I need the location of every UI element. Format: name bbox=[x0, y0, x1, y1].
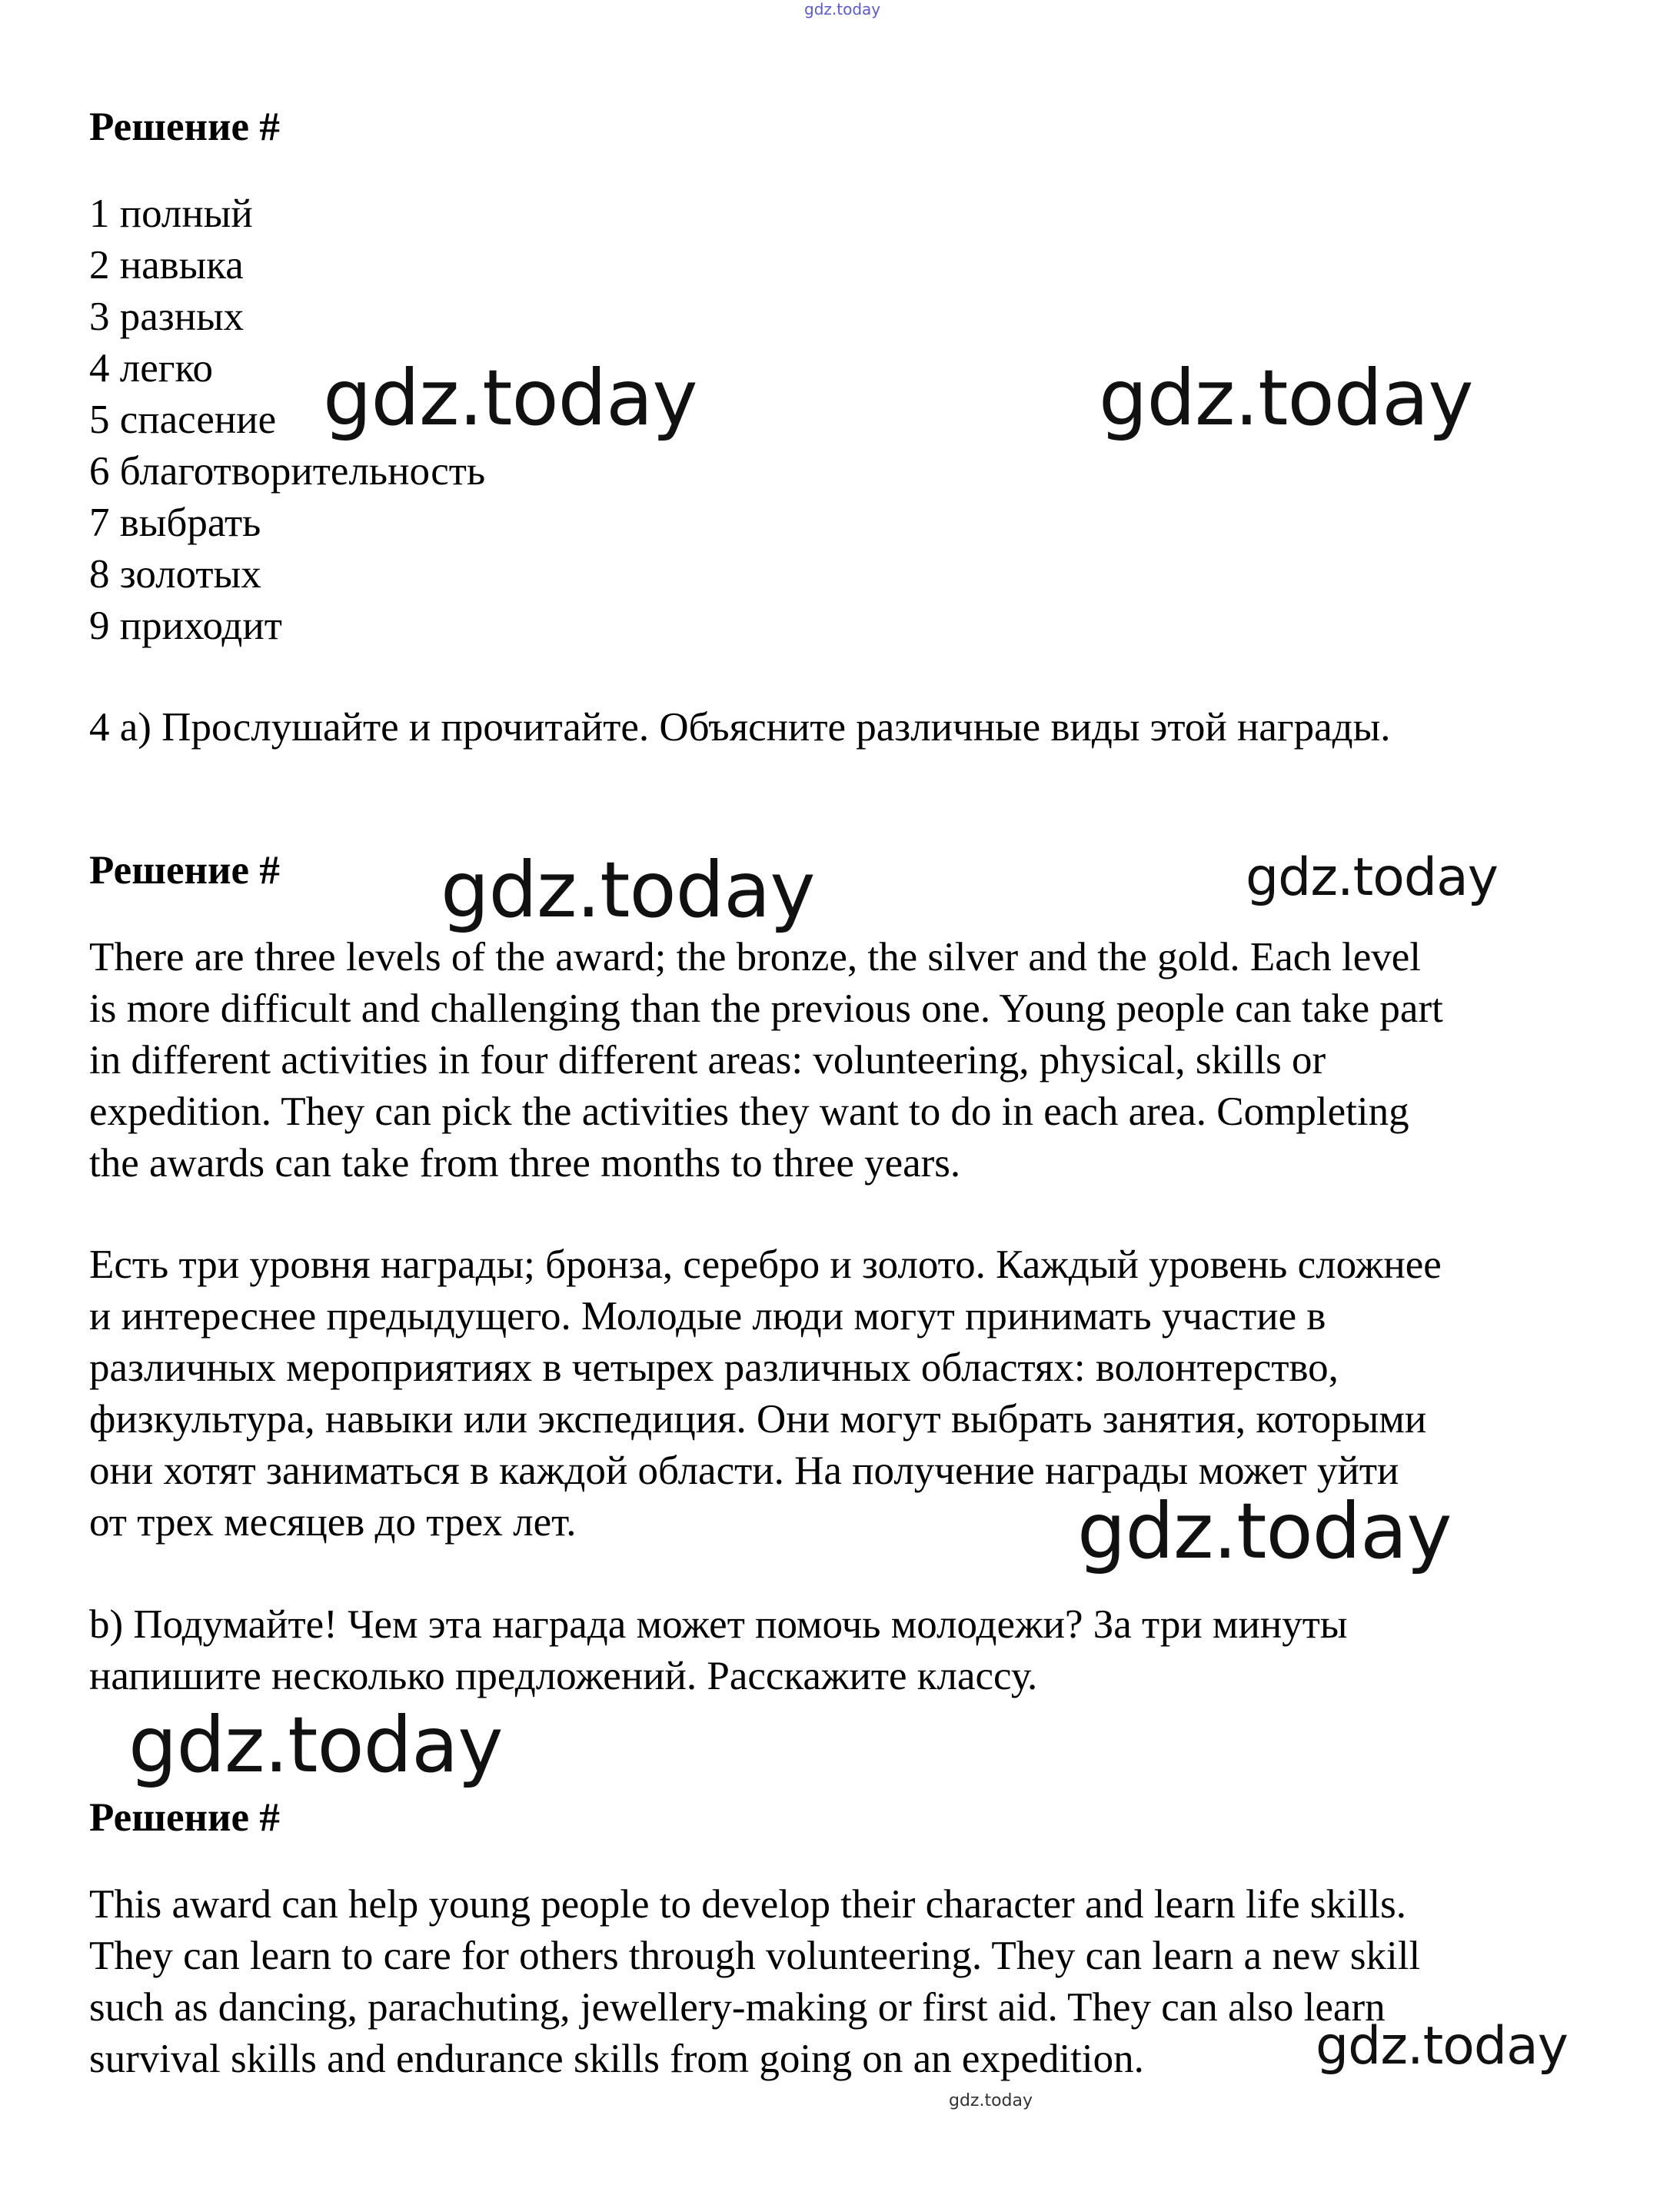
solution-heading-3: Решение # bbox=[89, 1795, 280, 1840]
watermark: gdz.today bbox=[323, 353, 697, 443]
english-paragraph-1 bbox=[89, 932, 1443, 1189]
text-line: survival skills and endurance skills from going on an expedition. bbox=[89, 2037, 1144, 2081]
text-line: There are three levels of the award; the bronze, the silver and the gold. Each level bbox=[89, 935, 1422, 979]
text-line: such as dancing, parachuting, jewellery-making or first aid. They can also learn bbox=[89, 1985, 1386, 2030]
watermark: gdz.today bbox=[441, 845, 815, 935]
answer-list bbox=[89, 188, 485, 652]
solution-heading-2: Решение # bbox=[89, 848, 280, 893]
answer-item: 2 навыка bbox=[89, 243, 244, 288]
watermark: gdz.today bbox=[1246, 847, 1498, 908]
watermark-small: gdz.today bbox=[949, 2091, 1033, 2110]
answer-item: 8 золотых bbox=[89, 552, 261, 597]
watermark: gdz.today bbox=[1316, 2016, 1568, 2077]
watermark: gdz.today bbox=[128, 1700, 503, 1790]
text-line: is more difficult and challenging than the previous one. Young people can take part bbox=[89, 986, 1443, 1031]
answer-item: 3 разных bbox=[89, 294, 245, 339]
watermark-top: gdz.today bbox=[804, 0, 881, 18]
watermark: gdz.today bbox=[1077, 1486, 1452, 1576]
answer-item: 1 полный bbox=[89, 191, 253, 236]
text-line: физкультура, навыки или экспедиция. Они могут выбрать занятия, которыми bbox=[89, 1397, 1427, 1442]
text-line: Есть три уровня награды; бронза, серебро и золото. Каждый уровень сложнее bbox=[89, 1242, 1442, 1287]
text-line: различных мероприятиях в четырех различных областях: волонтерство, bbox=[89, 1345, 1339, 1390]
answer-item: 5 спасение bbox=[89, 397, 277, 442]
text-line: они хотят заниматься в каждой области. На получение награды может уйти bbox=[89, 1448, 1399, 1493]
text-line: expedition. They can pick the activities they want to do in each area. Completing bbox=[89, 1089, 1409, 1134]
english-paragraph-2 bbox=[89, 1879, 1420, 2085]
text-line: They can learn to care for others through volunteering. They can learn a new skill bbox=[89, 1934, 1421, 1978]
text-line: the awards can take from three months to three years. bbox=[89, 1141, 961, 1186]
text-line: in different activities in four different areas: volunteering, physical, skills or bbox=[89, 1038, 1326, 1083]
answer-item: 7 выбрать bbox=[89, 501, 261, 545]
task-4a: 4 a) Прослушайте и прочитайте. Объясните различные виды этой награды. bbox=[89, 705, 1391, 750]
answer-item: 4 легко bbox=[89, 346, 214, 391]
text-line: напишите несколько предложений. Расскажите классу. bbox=[89, 1654, 1038, 1698]
answer-item: 9 приходит bbox=[89, 604, 282, 648]
russian-paragraph bbox=[89, 1239, 1442, 1548]
watermark: gdz.today bbox=[1099, 353, 1473, 443]
text-line: от трех месяцев до трех лет. bbox=[89, 1500, 577, 1545]
text-line: This award can help young people to develop their character and learn life skills. bbox=[89, 1882, 1407, 1927]
text-line: b) Подумайте! Чем эта награда может помочь молодежи? За три минуты bbox=[89, 1602, 1348, 1647]
solution-heading-1: Решение # bbox=[89, 105, 280, 149]
text-line: и интереснее предыдущего. Молодые люди могут принимать участие в bbox=[89, 1294, 1326, 1339]
answer-item: 6 благотворительность bbox=[89, 449, 486, 494]
task-b bbox=[89, 1599, 1348, 1702]
